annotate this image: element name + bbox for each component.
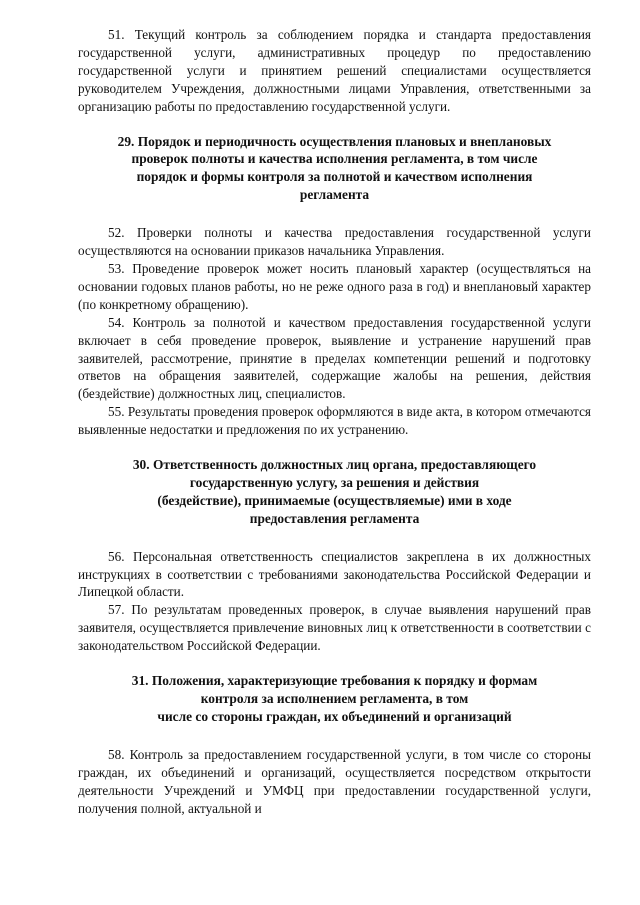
spacer	[78, 528, 591, 548]
heading-line: 30. Ответственность должностных лиц органа, предоставляющего	[132, 457, 537, 473]
paragraph-51: 51. Текущий контроль за соблюдением порядка и стандарта предоставления государственной услуги, административных процедур по предоставлению государственной услуги и принятием решений специалистами осуществляется руководителем Учреждения, должностными лицами Управления, ответственными за организацию работы по предоставлению государственной услуги.	[78, 27, 591, 114]
paragraph-56: 56. Персональная ответственность специалистов закреплена в их должностных инструкциях в соответствии с требованиями законодательства Российской Федерации и Липецкой области.	[78, 548, 591, 600]
section-31-heading	[78, 672, 591, 726]
heading-line: порядок и формы контроля за полнотой и качеством исполнения	[136, 169, 533, 185]
heading-line: государственную услугу, за решения и действия	[189, 474, 480, 490]
spacer	[78, 439, 591, 456]
spacer	[78, 726, 591, 746]
section-30-heading	[78, 456, 591, 528]
paragraph-54: 54. Контроль за полнотой и качеством предоставления государственной услуги включает в себя проведение проверок, выявление и устранение нарушений прав заявителей, рассмотрение, принятие в пределах компетенции решений и подготовку ответов на обращения заявителей, содержащие жалобы на решения, действия (бездействие) должностных лиц, специалистов.	[78, 314, 591, 402]
paragraph-57: 57. По результатам проведенных проверок, в случае выявления нарушений прав заявителя, осуществляется привлечение виновных лиц к ответственности в соответствии с законодательством Российской Федерации.	[78, 602, 591, 654]
spacer	[78, 116, 591, 133]
heading-line: (бездействие), принимаемые (осуществляемые) ими в ходе	[157, 492, 512, 508]
heading-line: 29. Порядок и периодичность осуществления плановых и внеплановых	[117, 133, 552, 149]
heading-line: проверок полноты и качества исполнения регламента, в том числе	[131, 151, 538, 167]
heading-line: контроля за исполнением регламента, в том	[200, 691, 469, 706]
document-page	[78, 26, 591, 817]
paragraph-52: 52. Проверки полноты и качества предоставления государственной услуги осуществляются на основании приказов начальника Управления.	[78, 225, 591, 259]
spacer	[78, 655, 591, 672]
paragraph-55: 55. Результаты проведения проверок оформляются в виде акта, в котором отмечаются выявленные недостатки и предложения по их устранению.	[78, 404, 591, 438]
paragraph-53: 53. Проведение проверок может носить плановый характер (осуществляться на основании годовых планов работы, но не реже одного раза в год) и внеплановый характер (по конкретному обращению).	[78, 260, 591, 312]
section-29-heading	[78, 133, 591, 205]
paragraph-58: 58. Контроль за предоставлением государственной услуги, в том числе со стороны граждан, их объединений и организаций, осуществляется посредством открытости деятельности Учреждений и УМФЦ при предоставлении государственной услуги, получения полной, актуальной и	[78, 746, 591, 816]
heading-line: 31. Положения, характеризующие требования к порядку и формам	[131, 673, 538, 689]
heading-line: числе со стороны граждан, их объединений и организаций	[157, 708, 512, 724]
heading-line: предоставления регламента	[249, 510, 420, 526]
spacer	[78, 204, 591, 224]
heading-line: регламента	[299, 187, 370, 203]
